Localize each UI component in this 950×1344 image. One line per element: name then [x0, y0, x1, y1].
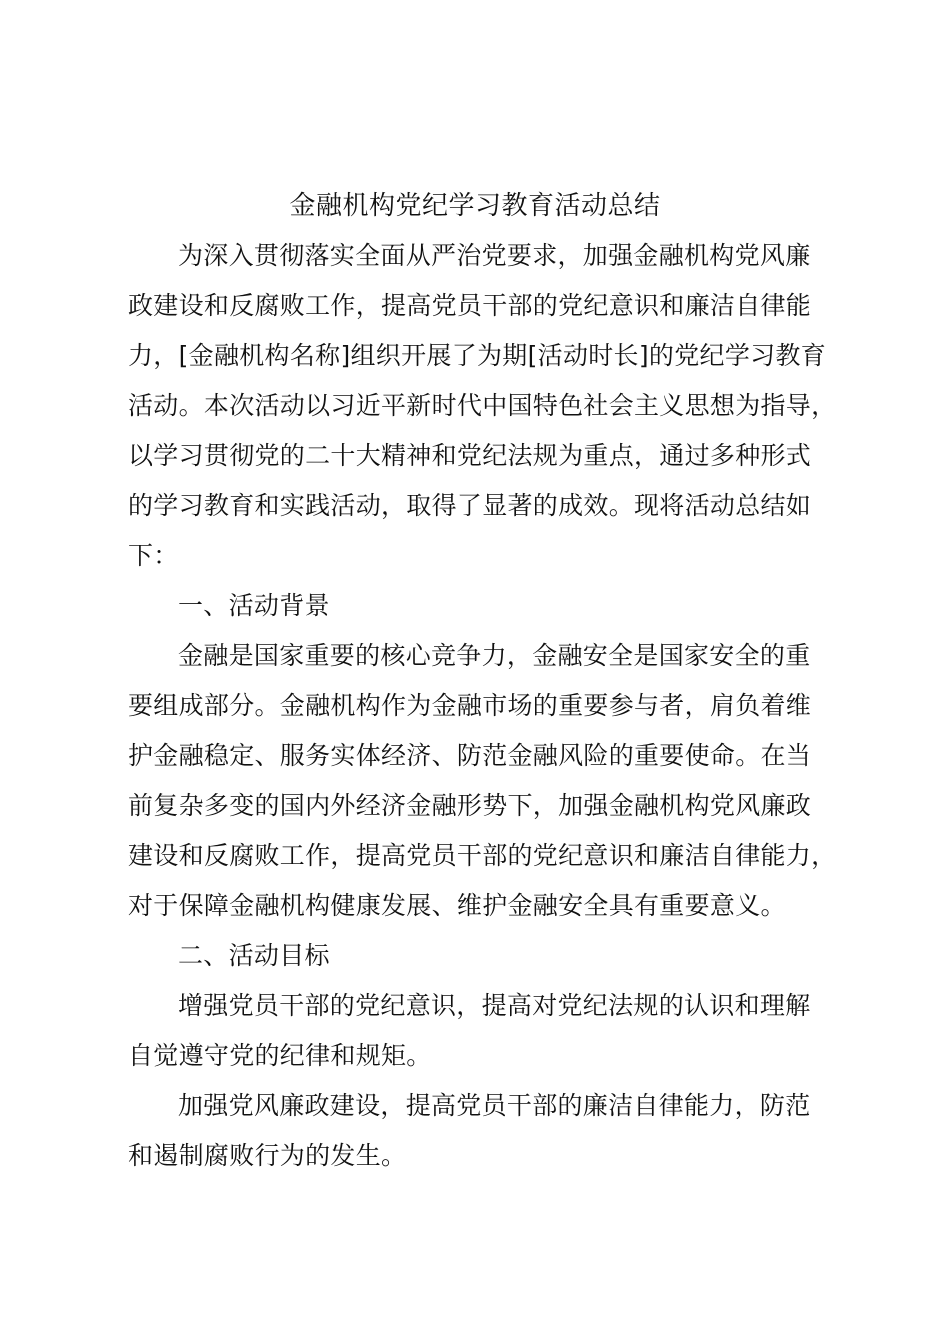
section-heading: 一、活动背景: [178, 591, 330, 620]
paragraph-line: 前复杂多变的国内外经济金融形势下，加强金融机构党风廉政: [128, 791, 812, 820]
document-title: 金融机构党纪学习教育活动总结: [289, 191, 661, 221]
paragraph-line: 下：: [128, 541, 179, 570]
paragraph-line: 活动。本次活动以习近平新时代中国特色社会主义思想为指导，: [128, 391, 837, 420]
paragraph-line: 为深入贯彻落实全面从严治党要求，加强金融机构党风廉: [178, 241, 811, 270]
paragraph-line: 护金融稳定、服务实体经济、防范金融风险的重要使命。在当: [128, 741, 812, 770]
paragraph-line: 自觉遵守党的纪律和规矩。: [128, 1041, 432, 1070]
paragraph-line: 和遏制腐败行为的发生。: [128, 1141, 407, 1170]
paragraph-line: 政建设和反腐败工作，提高党员干部的党纪意识和廉洁自律能: [128, 291, 812, 320]
paragraph-line: 建设和反腐败工作，提高党员干部的党纪意识和廉洁自律能力，: [128, 841, 837, 870]
paragraph-line: 对于保障金融机构健康发展、维护金融安全具有重要意义。: [128, 891, 786, 920]
paragraph-line: 增强党员干部的党纪意识，提高对党纪法规的认识和理解: [178, 991, 811, 1020]
paragraph-line: 要组成部分。金融机构作为金融市场的重要参与者，肩负着维: [128, 691, 812, 720]
paragraph-line: 以学习贯彻党的二十大精神和党纪法规为重点，通过多种形式: [128, 441, 812, 470]
paragraph-line: 的学习教育和实践活动，取得了显著的成效。现将活动总结如: [128, 491, 812, 520]
paragraph-line: 力，[金融机构名称]组织开展了为期[活动时长]的党纪学习教育: [128, 341, 827, 370]
paragraph-line: 加强党风廉政建设，提高党员干部的廉洁自律能力，防范: [178, 1091, 811, 1120]
section-heading: 二、活动目标: [178, 941, 330, 970]
paragraph-line: 金融是国家重要的核心竞争力，金融安全是国家安全的重: [178, 641, 811, 670]
